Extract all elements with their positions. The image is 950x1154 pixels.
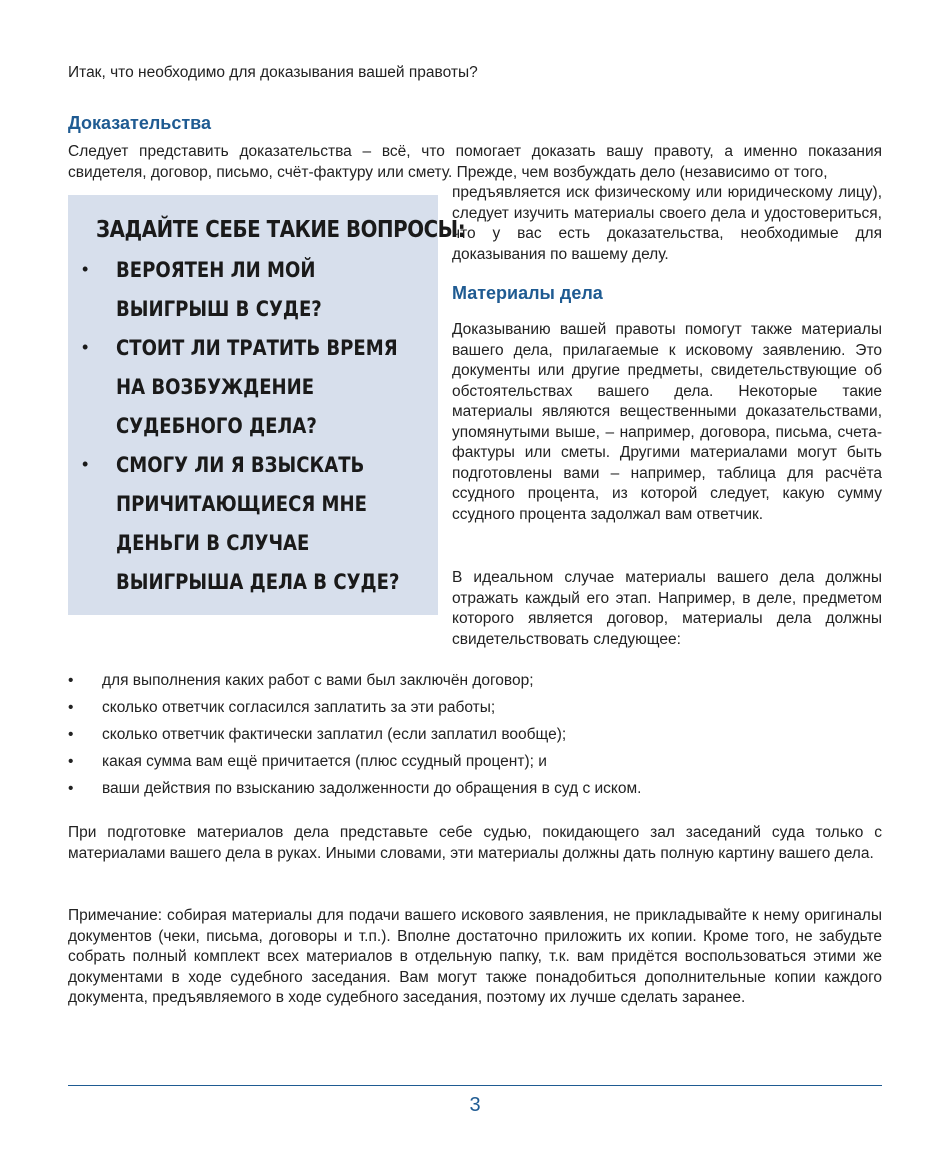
evidence-paragraph: Следует представить доказательства – всё, что помогает доказать вашу правоту, а именно показания свидетеля, договор, письмо, счёт-фактуру или смету. Прежде, чем возбуждать дело (независимо от того,: [68, 143, 882, 181]
bullet-icon: •: [68, 726, 74, 743]
list-item-text: сколько ответчик фактически заплатил (если заплатил вообще);: [102, 726, 567, 743]
case-materials-list: [68, 671, 882, 806]
list-item: [68, 671, 882, 698]
bullet-icon: •: [82, 454, 89, 474]
document-page: [68, 0, 882, 1154]
list-item: [68, 725, 882, 752]
list-item: [68, 698, 882, 725]
list-item-text: для выполнения каких работ с вами был заключён договор;: [102, 672, 534, 689]
imagine-judge-paragraph: При подготовке материалов дела представьте себе судью, покидающего зал заседаний суда только с материалами вашего дела в руках. Иными словами, эти материалы должны дать полную картину вашего дела.: [68, 824, 882, 862]
callout-title: ЗАДАЙТЕ СЕБЕ ТАКИЕ ВОПРОСЫ:: [96, 217, 466, 243]
bullet-icon: •: [68, 699, 74, 716]
question-item: [82, 329, 434, 446]
bullet-icon: •: [68, 753, 74, 770]
evidence-heading: Доказательства: [68, 113, 211, 133]
materials-heading: Материалы дела: [452, 283, 603, 303]
list-item: [68, 779, 882, 806]
list-item-text: какая сумма вам ещё причитается (плюс ссудный процент); и: [102, 753, 547, 770]
page-number: 3: [469, 1094, 481, 1116]
materials-paragraph-1: Доказыванию вашей правоты помогут также материалы вашего дела, прилагаемые к исковому заявлению. Это документы или другие предметы, свидетельствующие об обстоятельствах вашего дела. Некоторые такие материалы являются вещественными доказательствами, упомянутыми выше, – например, договора, письма, счета-фактуры или сметы. Другими материалами могут быть подготовлены вами – например, таблица для расчёта ссудного процента, из которой следует, какую сумму ссудного процента задолжал вам ответчик.: [452, 321, 882, 523]
questions-callout: [68, 195, 466, 615]
evidence-paragraph-continued: предъявляется иск физическому или юридическому лицу), следует изучить материалы своего дела и удостовериться, что у вас есть доказательства, необходимые для доказывания по вашему делу.: [452, 184, 882, 263]
bullet-icon: •: [68, 780, 74, 797]
list-item-text: сколько ответчик согласился заплатить за эти работы;: [102, 699, 496, 716]
list-item-text: ваши действия по взысканию задолженности до обращения в суд с иском.: [102, 780, 642, 797]
question-item: [82, 251, 434, 329]
list-item: [68, 752, 882, 779]
question-text: СМОГУ ЛИ Я ВЗЫСКАТЬ ПРИЧИТАЮЩИЕСЯ МНЕ ДЕНЬГИ В СЛУЧАЕ ВЫИГРЫША ДЕЛА В СУДЕ?: [116, 453, 400, 594]
question-text: СТОИТ ЛИ ТРАТИТЬ ВРЕМЯ НА ВОЗБУЖДЕНИЕ СУДЕБНОГО ДЕЛА?: [116, 336, 398, 438]
footer-divider: [68, 1085, 882, 1086]
question-item: [82, 446, 434, 602]
bullet-icon: •: [82, 337, 89, 357]
intro-question: Итак, что необходимо для доказывания вашей правоты?: [68, 64, 478, 81]
materials-paragraph-2: В идеальном случае материалы вашего дела должны отражать каждый его этап. Например, в деле, предметом которого является договор, материалы дела должны свидетельствовать следующее:: [452, 569, 882, 648]
questions-list: [82, 251, 434, 602]
note-paragraph: Примечание: собирая материалы для подачи вашего искового заявления, не прикладывайте к нему оригиналы документов (чеки, письма, договоры и т.п.). Вполне достаточно приложить их копии. Кроме того, не забудьте собрать полный комплект всех материалов в отдельную папку, т.к. вам придётся воспользоваться этими же документами в ходе судебного заседания. Вам могут также понадобиться дополнительные копии каждого документа, предъявляемого в ходе судебного заседания, поэтому их лучше сделать заранее.: [68, 907, 882, 1006]
question-text: ВЕРОЯТЕН ЛИ МОЙ ВЫИГРЫШ В СУДЕ?: [116, 258, 322, 321]
bullet-icon: •: [82, 259, 89, 279]
bullet-icon: •: [68, 672, 74, 689]
